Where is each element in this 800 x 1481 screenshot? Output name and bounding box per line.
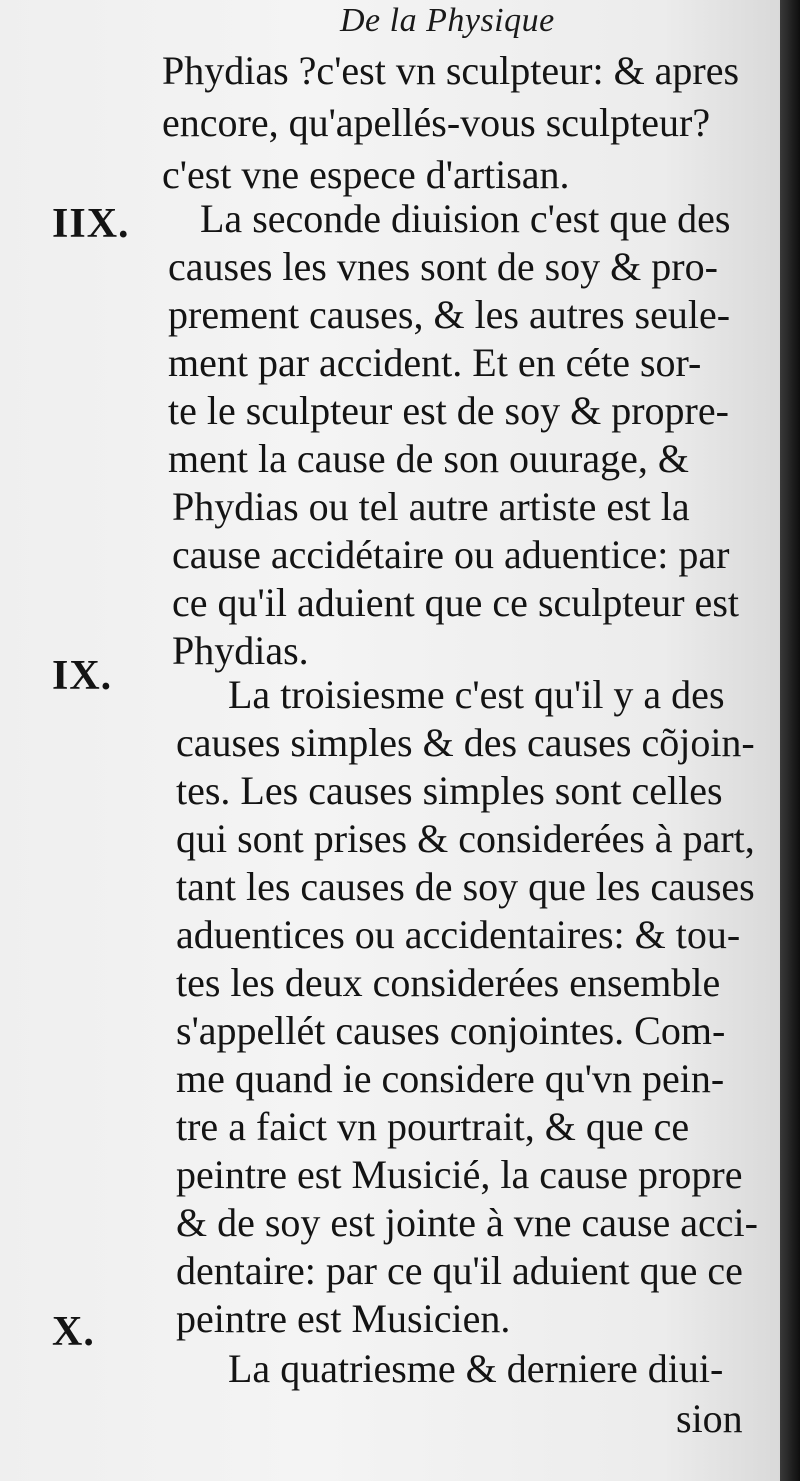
text-line: prement causes, & les autres seule- bbox=[168, 292, 731, 337]
text-line: me quand ie considere qu'vn pein- bbox=[176, 1056, 725, 1101]
text-line: Phydias ?c'est vn sculpteur: & apres bbox=[162, 48, 740, 93]
text-line: te le sculpteur est de soy & propre- bbox=[168, 388, 729, 433]
text-line: tes les deux considerées ensemble bbox=[176, 960, 721, 1005]
text-line: cause accidétaire ou aduentice: par bbox=[172, 532, 730, 577]
running-head: De la Physique bbox=[340, 2, 555, 39]
margin-number-x: X. bbox=[52, 1309, 95, 1355]
text-line: qui sont prises & considerées à part, bbox=[176, 816, 755, 861]
text-line: aduentices ou accidentaires: & tou- bbox=[176, 912, 741, 957]
text-line: La quatriesme & derniere diui- bbox=[228, 1346, 724, 1391]
text-line: Phydias ou tel autre artiste est la bbox=[172, 484, 690, 529]
margin-number-ix: IX. bbox=[52, 653, 113, 699]
page-edge bbox=[780, 0, 800, 1481]
text-line: & de soy est jointe à vne cause acci- bbox=[176, 1200, 758, 1245]
text-line: tant les causes de soy que les causes bbox=[176, 864, 755, 909]
text-line: peintre est Musicien. bbox=[176, 1296, 511, 1341]
text-line: ment par accident. Et en céte sor- bbox=[168, 340, 702, 385]
text-line: Phydias. bbox=[172, 628, 309, 673]
text-line: La troisiesme c'est qu'il y a des bbox=[228, 672, 725, 717]
text-line: La seconde diuision c'est que des bbox=[200, 196, 731, 241]
text-line: s'appellét causes conjointes. Com- bbox=[176, 1008, 726, 1053]
text-line: tre a faict vn pourtrait, & que ce bbox=[176, 1104, 690, 1149]
text-line: causes les vnes sont de soy & pro- bbox=[168, 244, 718, 289]
text-line: encore, qu'apellés-vous sculpteur? bbox=[162, 100, 711, 145]
text-line: sion bbox=[676, 1396, 743, 1441]
text-line: ce qu'il aduient que ce sculpteur est bbox=[172, 580, 739, 625]
text-line: c'est vne espece d'artisan. bbox=[162, 152, 570, 197]
text-line: causes simples & des causes cõjoin- bbox=[176, 720, 755, 765]
text-line: ment la cause de son ouurage, & bbox=[168, 436, 689, 481]
text-line: tes. Les causes simples sont celles bbox=[176, 768, 723, 813]
text-line: dentaire: par ce qu'il aduient que ce bbox=[176, 1248, 743, 1293]
margin-number-iix: IIX. bbox=[52, 201, 130, 247]
text-line: peintre est Musicié, la cause propre bbox=[176, 1152, 743, 1197]
